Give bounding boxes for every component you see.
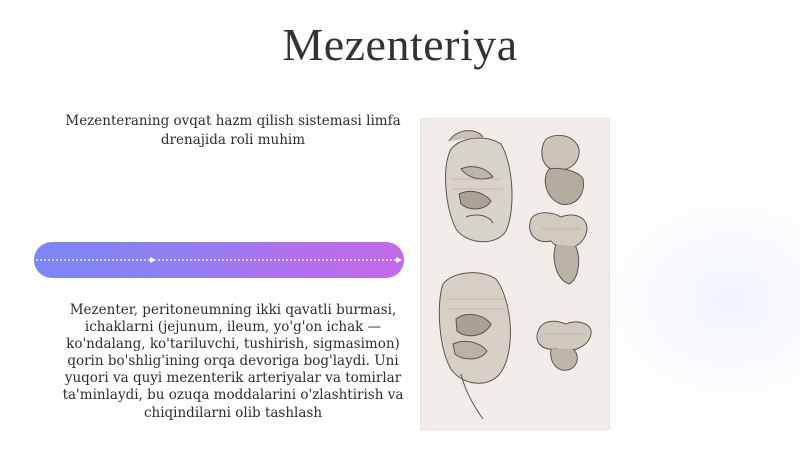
slide-subtitle: Mezenteraning ovqat hazm qilish sistemasi limfa drenajida roli muhim (65, 113, 401, 148)
dotted-arrow-icon (34, 242, 404, 278)
slide-body-text: Mezenter, peritoneumning ikki qavatli burmasi, ichaklarni (jejunum, ileum, yo'g'on ichak — ko'ndalang, ko'tariluvchi, tushirish, sigmasimon) qorin bo'shlig'ining orqa devoriga bog'laydi. Uni yuqori va quyi mezenterik arteriyalar va tomirlar ta'minlaydi, bu ozuqa moddalarini o'zlashtirish va chiqindilarni olib tashlash (62, 302, 404, 421)
gradient-arrow-bar (34, 242, 404, 278)
anatomical-engraving-icon (421, 119, 609, 429)
slide-title: Mezenteriya (282, 19, 518, 70)
anatomy-illustration (420, 118, 610, 430)
